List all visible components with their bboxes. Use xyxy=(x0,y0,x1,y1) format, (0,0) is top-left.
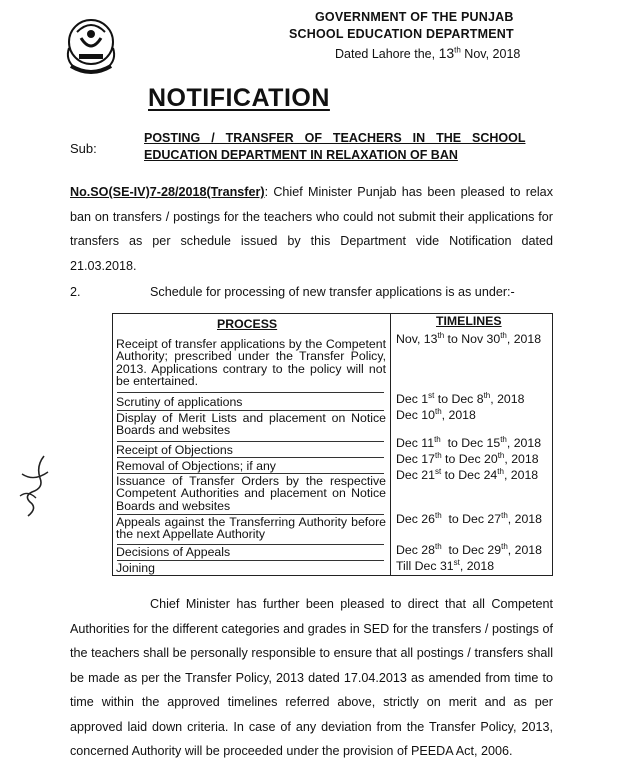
paragraph-3-text: Chief Minister has further been pleased to direct that all Competent Authorities for the different categories and grades in SED for the transfers / postings of the teachers shall be personally responsible to ensure that all postings / transfers shall be made as per the Transfer Policy, 2013 dated 17.04.2013 as amended from time to time within the approved timelines referred above, strictly on merit and as per approved laid down criteria. In case of any deviation from the Transfer Policy, 2013, concerned Authority will be proceeded under the provision of PEEDA Act, 2006. xyxy=(70,597,553,758)
row-divider xyxy=(117,392,384,393)
header-dated xyxy=(335,45,520,61)
row-divider xyxy=(117,457,384,458)
subject-line-1: POSTING / TRANSFER OF TEACHERS IN THE SCHOOL xyxy=(144,131,526,145)
row-divider xyxy=(117,560,384,561)
timeline-cell: Dec 1st to Dec 8th, 2018 xyxy=(396,390,525,406)
column-divider xyxy=(390,314,391,575)
subject-label: Sub: xyxy=(70,141,97,156)
dated-day: 13th xyxy=(438,45,461,61)
paragraph-2-number: 2. xyxy=(70,285,81,299)
schedule-table xyxy=(112,313,553,576)
dated-prefix: Dated Lahore the, xyxy=(335,47,436,61)
paragraph-3-number xyxy=(0,592,1,617)
punjab-government-seal-icon xyxy=(55,8,127,80)
timeline-cell: Dec 10th, 2018 xyxy=(396,406,476,422)
process-cell: Removal of Objections; if any xyxy=(116,459,276,473)
timeline-cell: Nov, 13th to Nov 30th, 2018 xyxy=(396,330,542,346)
process-cell: Issuance of Transfer Orders by the respective Competent Authorities and placement on Notice Boards and websites xyxy=(116,474,386,513)
process-cell: Receipt of Objections xyxy=(116,443,233,457)
process-cell: Display of Merit Lists and placement on Notice Boards and websites xyxy=(116,411,386,438)
notification-title: NOTIFICATION xyxy=(148,84,330,112)
header-process: PROCESS xyxy=(217,317,278,331)
process-cell: Scrutiny of applications xyxy=(116,395,243,409)
process-cell: Joining xyxy=(116,561,155,575)
timeline-cell: Dec 11th to Dec 15th, 2018 xyxy=(396,434,542,450)
paragraph-3 xyxy=(70,592,553,764)
paragraph-1 xyxy=(70,180,553,278)
timeline-cell: Dec 26th to Dec 27th, 2018 xyxy=(396,510,542,526)
paragraph-2-text: Schedule for processing of new transfer applications is as under:- xyxy=(150,285,515,299)
row-divider xyxy=(117,441,384,442)
handwritten-signature-icon xyxy=(14,452,58,522)
process-cell: Decisions of Appeals xyxy=(116,545,231,559)
timeline-cell: Dec 21st to Dec 24th, 2018 xyxy=(396,466,539,482)
header-department: SCHOOL EDUCATION DEPARTMENT xyxy=(289,27,514,41)
subject-line-2: EDUCATION DEPARTMENT IN RELAXATION OF BAN xyxy=(144,148,458,162)
timeline-cell: Dec 28th to Dec 29th, 2018 xyxy=(396,541,542,557)
process-cell: Receipt of transfer applications by the Competent Authority; prescribed under the Transfer Policy, 2013. Applications contrary to the policy will not be entertained. xyxy=(116,337,386,389)
paragraph-1-text: : Chief Minister Punjab has been pleased to relax ban on transfers / postings for the teachers who could not submit their applications for transfers as per schedule issued by this Department vide Notification dated 21.03.2018. xyxy=(70,185,553,273)
header-government: GOVERNMENT OF THE PUNJAB xyxy=(315,10,514,24)
timeline-cell: Dec 17th to Dec 20th, 2018 xyxy=(396,450,539,466)
process-cell: Appeals against the Transferring Authority before the next Appellate Authority xyxy=(116,515,386,542)
dated-rest: Nov, 2018 xyxy=(464,47,521,61)
reference-number: No.SO(SE-IV)7-28/2018(Transfer) xyxy=(70,185,265,199)
header-timelines: TIMELINES xyxy=(436,314,502,328)
timeline-cell: Till Dec 31st, 2018 xyxy=(396,557,495,573)
